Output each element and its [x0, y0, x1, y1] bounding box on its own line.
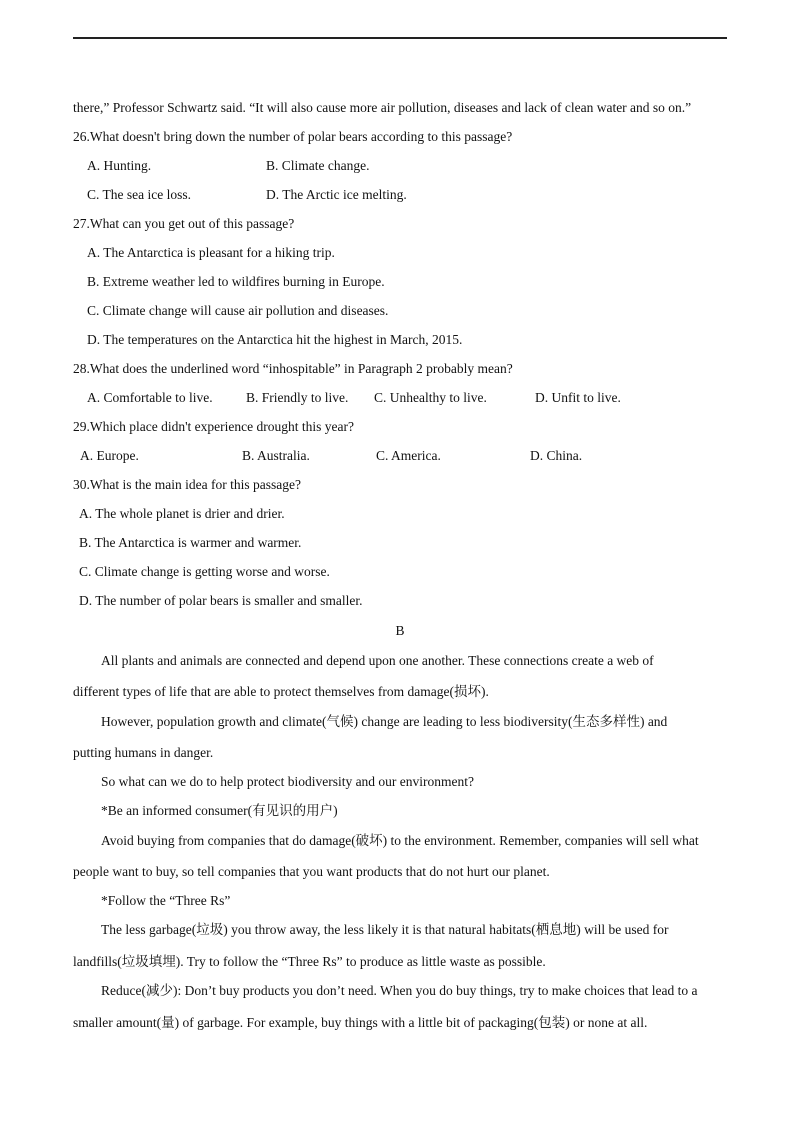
q26-option-a: A. Hunting. [87, 158, 152, 173]
question-26: 26.What doesn't bring down the number of polar bears according to this passage? [73, 129, 513, 144]
q29-option-c: C. America. [376, 448, 441, 463]
q28-option-b: B. Friendly to live. [246, 390, 349, 405]
section-heading-b: B [395, 623, 405, 638]
q30-option-d: D. The number of polar bears is smaller and smaller. [79, 593, 363, 608]
passage-continuation: there,” Professor Schwartz said. “It will also cause more air pollution, diseases and lack of clean water and so on.” [73, 100, 692, 115]
question-27: 27.What can you get out of this passage? [73, 216, 295, 231]
question-28: 28.What does the underlined word “inhospitable” in Paragraph 2 probably mean? [73, 361, 513, 376]
passage-b-line: different types of life that are able to protect themselves from damage(损坏). [73, 684, 489, 699]
passage-b-subheading: *Follow the “Three Rs” [101, 893, 231, 908]
question-30: 30.What is the main idea for this passage? [73, 477, 301, 492]
q29-option-d: D. China. [530, 448, 583, 463]
q29-option-b: B. Australia. [242, 448, 310, 463]
passage-b-line: The less garbage(垃圾) you throw away, the less likely it is that natural habitats(栖息地) will be used for [101, 922, 669, 937]
passage-b-line: All plants and animals are connected and depend upon one another. These connections create a web of [101, 653, 654, 668]
passage-b-line: putting humans in danger. [73, 745, 214, 760]
q26-option-d: D. The Arctic ice melting. [266, 187, 407, 202]
passage-b-line: landfills(垃圾填埋). Try to follow the “Three Rs” to produce as little waste as possible. [73, 954, 546, 969]
q28-option-c: C. Unhealthy to live. [374, 390, 487, 405]
q27-option-d: D. The temperatures on the Antarctica hit the highest in March, 2015. [87, 332, 463, 347]
q27-option-c: C. Climate change will cause air pollution and diseases. [87, 303, 389, 318]
passage-b-line: Avoid buying from companies that do damage(破坏) to the environment. Remember, companies will sell what [101, 833, 699, 848]
passage-b-line: people want to buy, so tell companies that you want products that do not hurt our planet. [73, 864, 550, 879]
q26-option-c: C. The sea ice loss. [87, 187, 191, 202]
q28-option-a: A. Comfortable to live. [87, 390, 213, 405]
q27-option-b: B. Extreme weather led to wildfires burning in Europe. [87, 274, 385, 289]
header-rule [73, 37, 727, 39]
q30-option-a: A. The whole planet is drier and drier. [79, 506, 285, 521]
q29-option-a: A. Europe. [80, 448, 139, 463]
passage-b-subheading: *Be an informed consumer(有见识的用户) [101, 803, 338, 818]
passage-b-line: So what can we do to help protect biodiversity and our environment? [101, 774, 475, 789]
q27-option-a: A. The Antarctica is pleasant for a hiking trip. [87, 245, 335, 260]
passage-b-line: However, population growth and climate(气候) change are leading to less biodiversity(生态多样性) and [101, 714, 668, 729]
passage-b-line: Reduce(减少): Don’t buy products you don’t need. When you do buy things, try to make choices that lead to a [101, 983, 698, 998]
question-29: 29.Which place didn't experience drought this year? [73, 419, 354, 434]
q28-option-d: D. Unfit to live. [535, 390, 621, 405]
q26-option-b: B. Climate change. [266, 158, 370, 173]
passage-b-line: smaller amount(量) of garbage. For example, buy things with a little bit of packaging(包装) or none at all. [73, 1015, 648, 1030]
q30-option-c: C. Climate change is getting worse and worse. [79, 564, 330, 579]
q30-option-b: B. The Antarctica is warmer and warmer. [79, 535, 302, 550]
